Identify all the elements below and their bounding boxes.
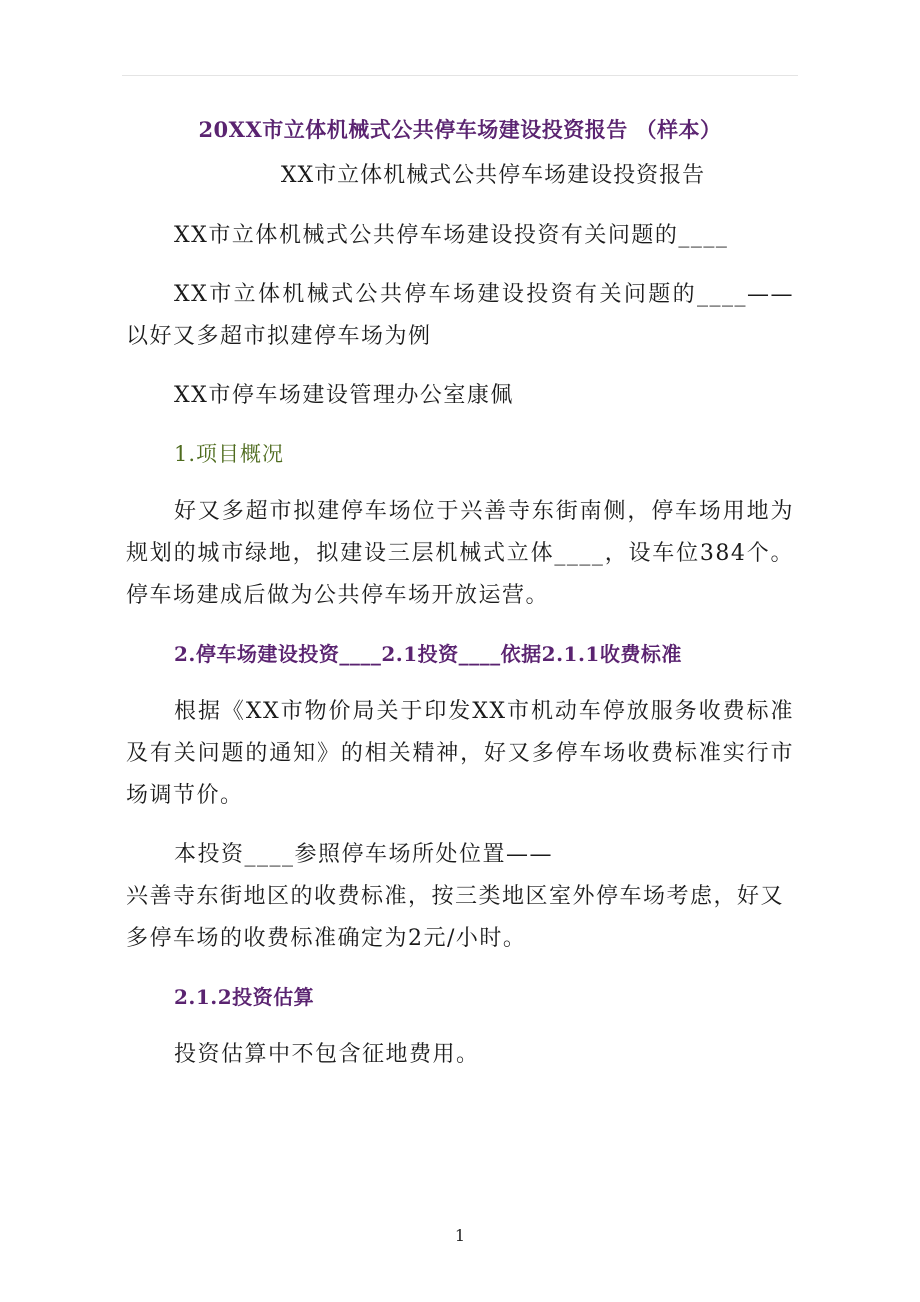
paragraph-topic: XX市立体机械式公共停车场建设投资有关问题的____ — [174, 223, 729, 248]
document-page — [126, 112, 794, 1076]
document-subtitle: XX市立体机械式公共停车场建设投资报告 — [280, 163, 706, 188]
document-title: 20XX市立体机械式公共停车场建设投资报告 （样本） — [198, 117, 722, 142]
page-number: 1 — [454, 1226, 466, 1245]
section-heading-project-overview: 1.项目概况 — [174, 442, 285, 466]
paragraph-fee-standard-rest: 兴善寺东街地区的收费标准，按三类地区室外停车场考虑，好又多停车场的收费标准确定为2元/小时。 — [126, 884, 785, 951]
paragraph-fee-policy: 根据《XX市物价局关于印发XX市机动车停放服务收费标准及有关问题的通知》的相关精神，好又多停车场收费标准实行市场调节价。 — [126, 699, 794, 808]
paragraph-fee-standard — [126, 834, 794, 960]
paragraph-topic-example: XX市立体机械式公共停车场建设投资有关问题的____——以好又多超市拟建停车场为例 — [126, 282, 794, 349]
paragraph-project-overview: 好又多超市拟建停车场位于兴善寺东街南侧，停车场用地为规划的城市绿地，拟建设三层机械式立体____，设车位384个。停车场建成后做为公共停车场开放运营。 — [126, 499, 794, 608]
section-heading-investment: 2.停车场建设投资____2.1投资____依据2.1.1收费标准 — [174, 642, 682, 666]
paragraph-fee-standard-line1: 本投资____参照停车场所处位置—— — [174, 842, 554, 867]
paragraph-author: XX市停车场建设管理办公室康佩 — [174, 383, 514, 408]
section-heading-estimate: 2.1.2投资估算 — [174, 985, 315, 1009]
header-divider — [122, 75, 798, 76]
paragraph-estimate: 投资估算中不包含征地费用。 — [174, 1042, 480, 1067]
